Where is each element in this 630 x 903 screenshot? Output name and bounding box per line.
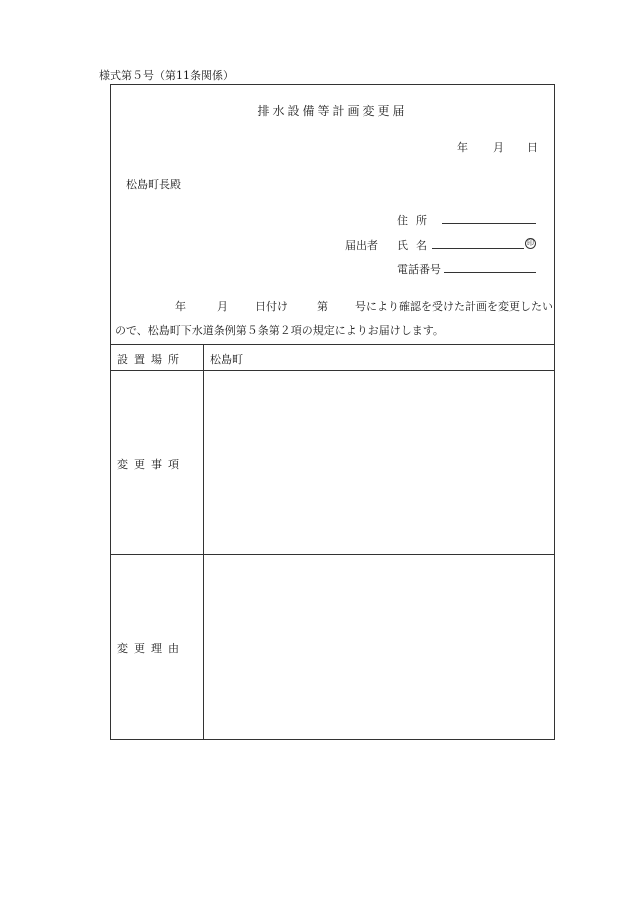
address-label: 住所 — [397, 214, 435, 227]
seal-mark: 印 — [527, 239, 534, 247]
body-text-line-2: ので、松島町下水道条例第５条第２項の規定によりお届けします。 — [115, 324, 444, 337]
notifier-label: 届出者 — [345, 239, 378, 252]
date-month-label: 月 — [493, 141, 504, 154]
table-top-border — [111, 344, 554, 345]
name-label: 氏名 — [397, 239, 435, 252]
form-number-label: 様式第５号（第11条関係） — [99, 69, 234, 82]
form-title: 排水設備等計画変更届 — [257, 104, 408, 118]
change-items-label: 変更事項 — [117, 458, 185, 471]
form-frame — [110, 84, 555, 740]
location-value[interactable]: 松島町 — [210, 353, 243, 366]
change-reason-label: 変更理由 — [117, 642, 185, 655]
recipient: 松島町長殿 — [126, 178, 181, 191]
body-year: 年 — [175, 300, 186, 313]
body-day-dated: 日付け — [255, 300, 288, 313]
change-items-field[interactable] — [204, 371, 554, 553]
address-field[interactable] — [442, 223, 536, 224]
name-field[interactable] — [432, 248, 524, 249]
body-number-prefix: 第 — [317, 300, 328, 313]
body-text-line-1 — [175, 298, 553, 314]
body-month: 月 — [217, 300, 228, 313]
phone-label: 電話番号 — [397, 263, 441, 276]
location-label: 設置場所 — [117, 353, 185, 366]
date-day-label: 日 — [527, 141, 538, 154]
change-reason-field[interactable] — [204, 555, 554, 738]
date-year-label: 年 — [457, 141, 468, 154]
phone-field[interactable] — [444, 272, 536, 273]
body-number-suffix: 号により確認を受けた計画を変更したい — [355, 300, 553, 313]
